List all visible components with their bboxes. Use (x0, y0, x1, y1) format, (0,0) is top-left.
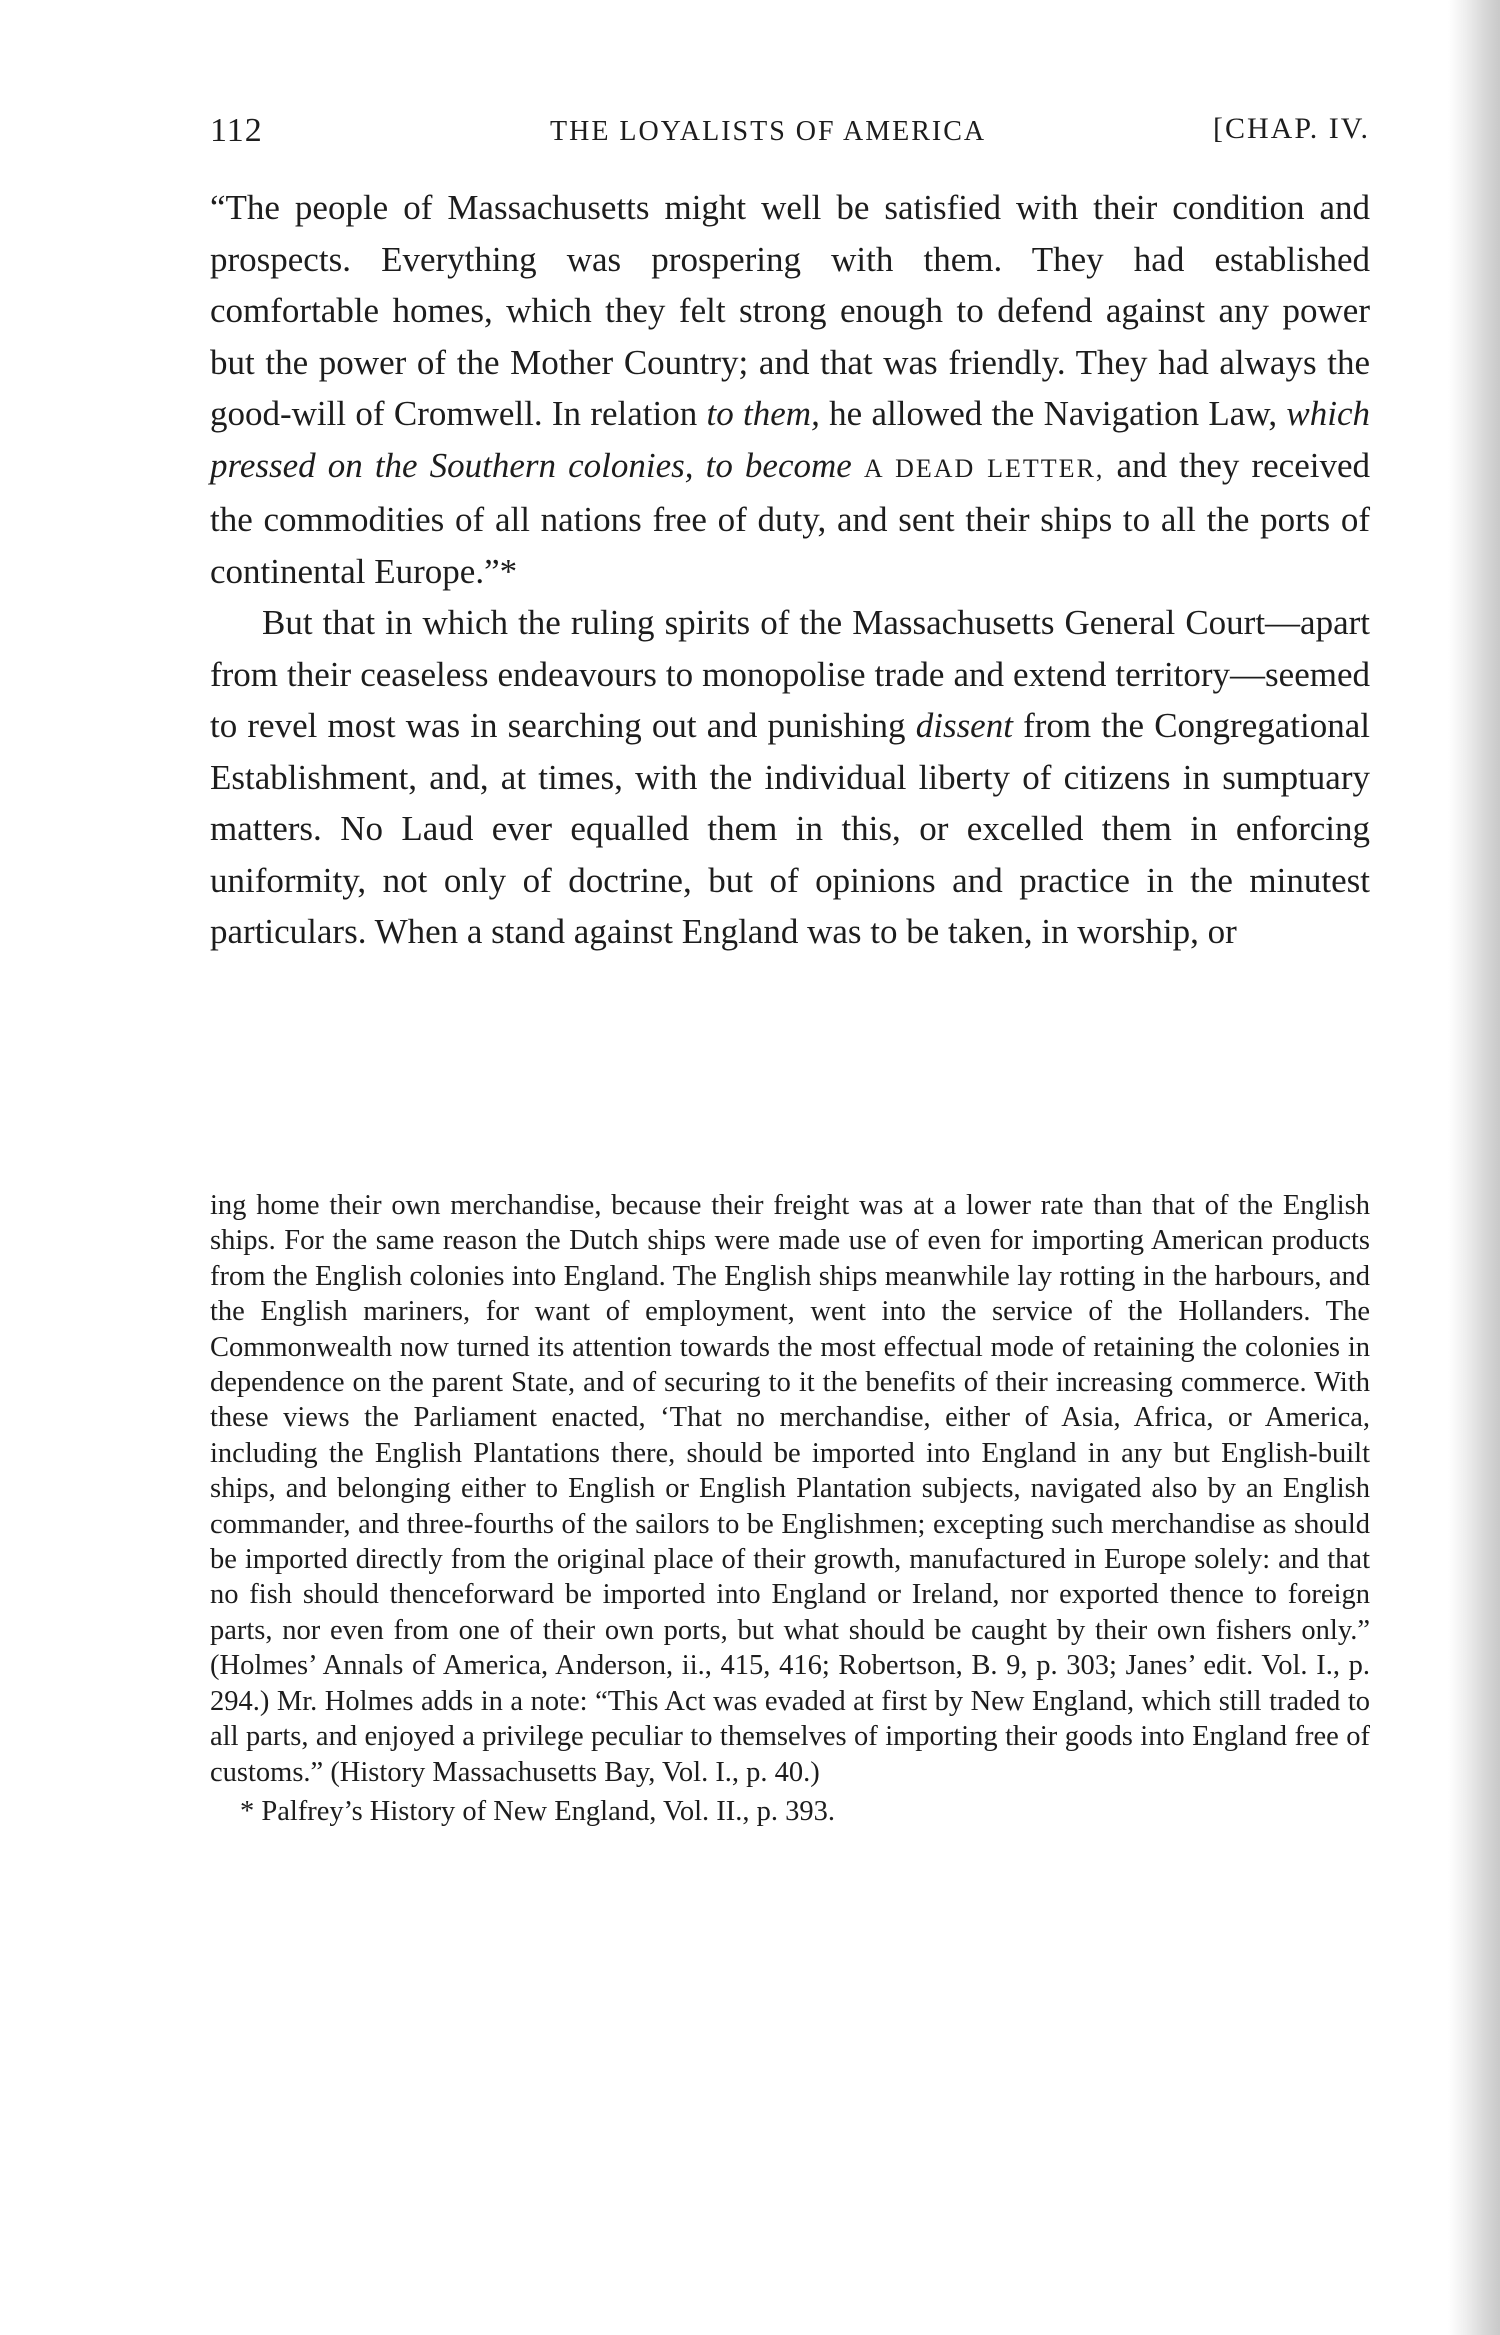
main-text (210, 182, 1370, 958)
paragraph-quote-text-f: and they received the commodities of all nations free of duty, and sent their ships to all the ports of continental Europe.”* (210, 445, 1371, 591)
paragraph-court-italic-b: dissent (915, 706, 1013, 745)
paragraph-court-text-a: But that in which the ruling spirits of the Massachusetts General Court—apart from their ceaseless endeavours to monopolise trade and extend territory—seemed to revel most was in searching out and punishing (210, 603, 1370, 745)
page-edge-shadow (1448, 0, 1500, 2335)
running-title: THE LOYALISTS OF AMERICA (550, 116, 987, 147)
running-header (210, 112, 1370, 162)
paragraph-quote-text-a: “The people of Massachusetts might well be satisfied with their condition and prospects. Everything was prospering with them. They had established comfortable homes, which they felt strong enough to defend against any power but the power of the Mother Country; and that was friendly. They had always the good-will of Cromwell. In relation (210, 188, 1370, 433)
footnote-continuation: ing home their own merchandise, because their freight was at a lower rate than that of the English ships. For the same reason the Dutch ships were made use of even for importing American products from the English colonies into England. The English ships meanwhile lay rotting in the harbours, and the English mariners, for want of employment, went into the service of the Hollanders. The Commonwealth now turned its attention towards the most effectual mode of retaining the colonies in dependence on the parent State, and of securing to it the benefits of their increasing commerce. With these views the Parliament enacted, ‘That no merchandise, either of Asia, Africa, or America, including the English Plantations there, should be imported into England in any but English-built ships, and belonging either to English or English Plantation subjects, navigated also by an English commander, and three-fourths of the sailors to be Englishmen; excepting such merchandise as should be imported directly from the original place of their growth, manufactured in Europe solely: and that no fish should thenceforward be imported into England or Ireland, nor exported thence to foreign parts, nor even from one of their own ports, but what should be caught by their own fishers only.” (Holmes’ Annals of America, Anderson, ii., 415, 416; Robertson, B. 9, p. 303; Janes’ edit. Vol. I., p. 294.) Mr. Holmes adds in a note: “This Act was evaded at first by New England, which still traded to all parts, and enjoyed a privilege peculiar to themselves of importing their goods into England free of customs.” (History Massachusetts Bay, Vol. I., p. 40.) (210, 1190, 1370, 1788)
page-number: 112 (210, 112, 263, 149)
paragraph-court-text-c: from the Congregational Establishment, and, at times, with the individual liberty of citizens in sumptuary matters. No Laud ever equalled them in this, or excelled them in enforcing uniformity, not only of doctrine, but of opinions and practice in the minutest particulars. When a stand against England was to be taken, in worship, or (210, 706, 1370, 951)
paragraph-quote-italic-b: to them, (706, 394, 820, 433)
footnote-star: * Palfrey’s History of New England, Vol. II., p. 393. (240, 1795, 836, 1827)
paragraph-court (210, 597, 1370, 958)
paragraph-quote-smallcaps-e: A DEAD LETTER, (863, 453, 1105, 483)
chapter-label: [CHAP. IV. (1213, 112, 1370, 145)
paragraph-quote-italic-d: which pressed on the Southern colonies, to become (210, 394, 1370, 485)
paragraph-quote-text-c: he allowed the Navigation Law, (819, 394, 1287, 433)
footnotes (210, 1188, 1370, 1829)
paragraph-quote (210, 182, 1370, 597)
